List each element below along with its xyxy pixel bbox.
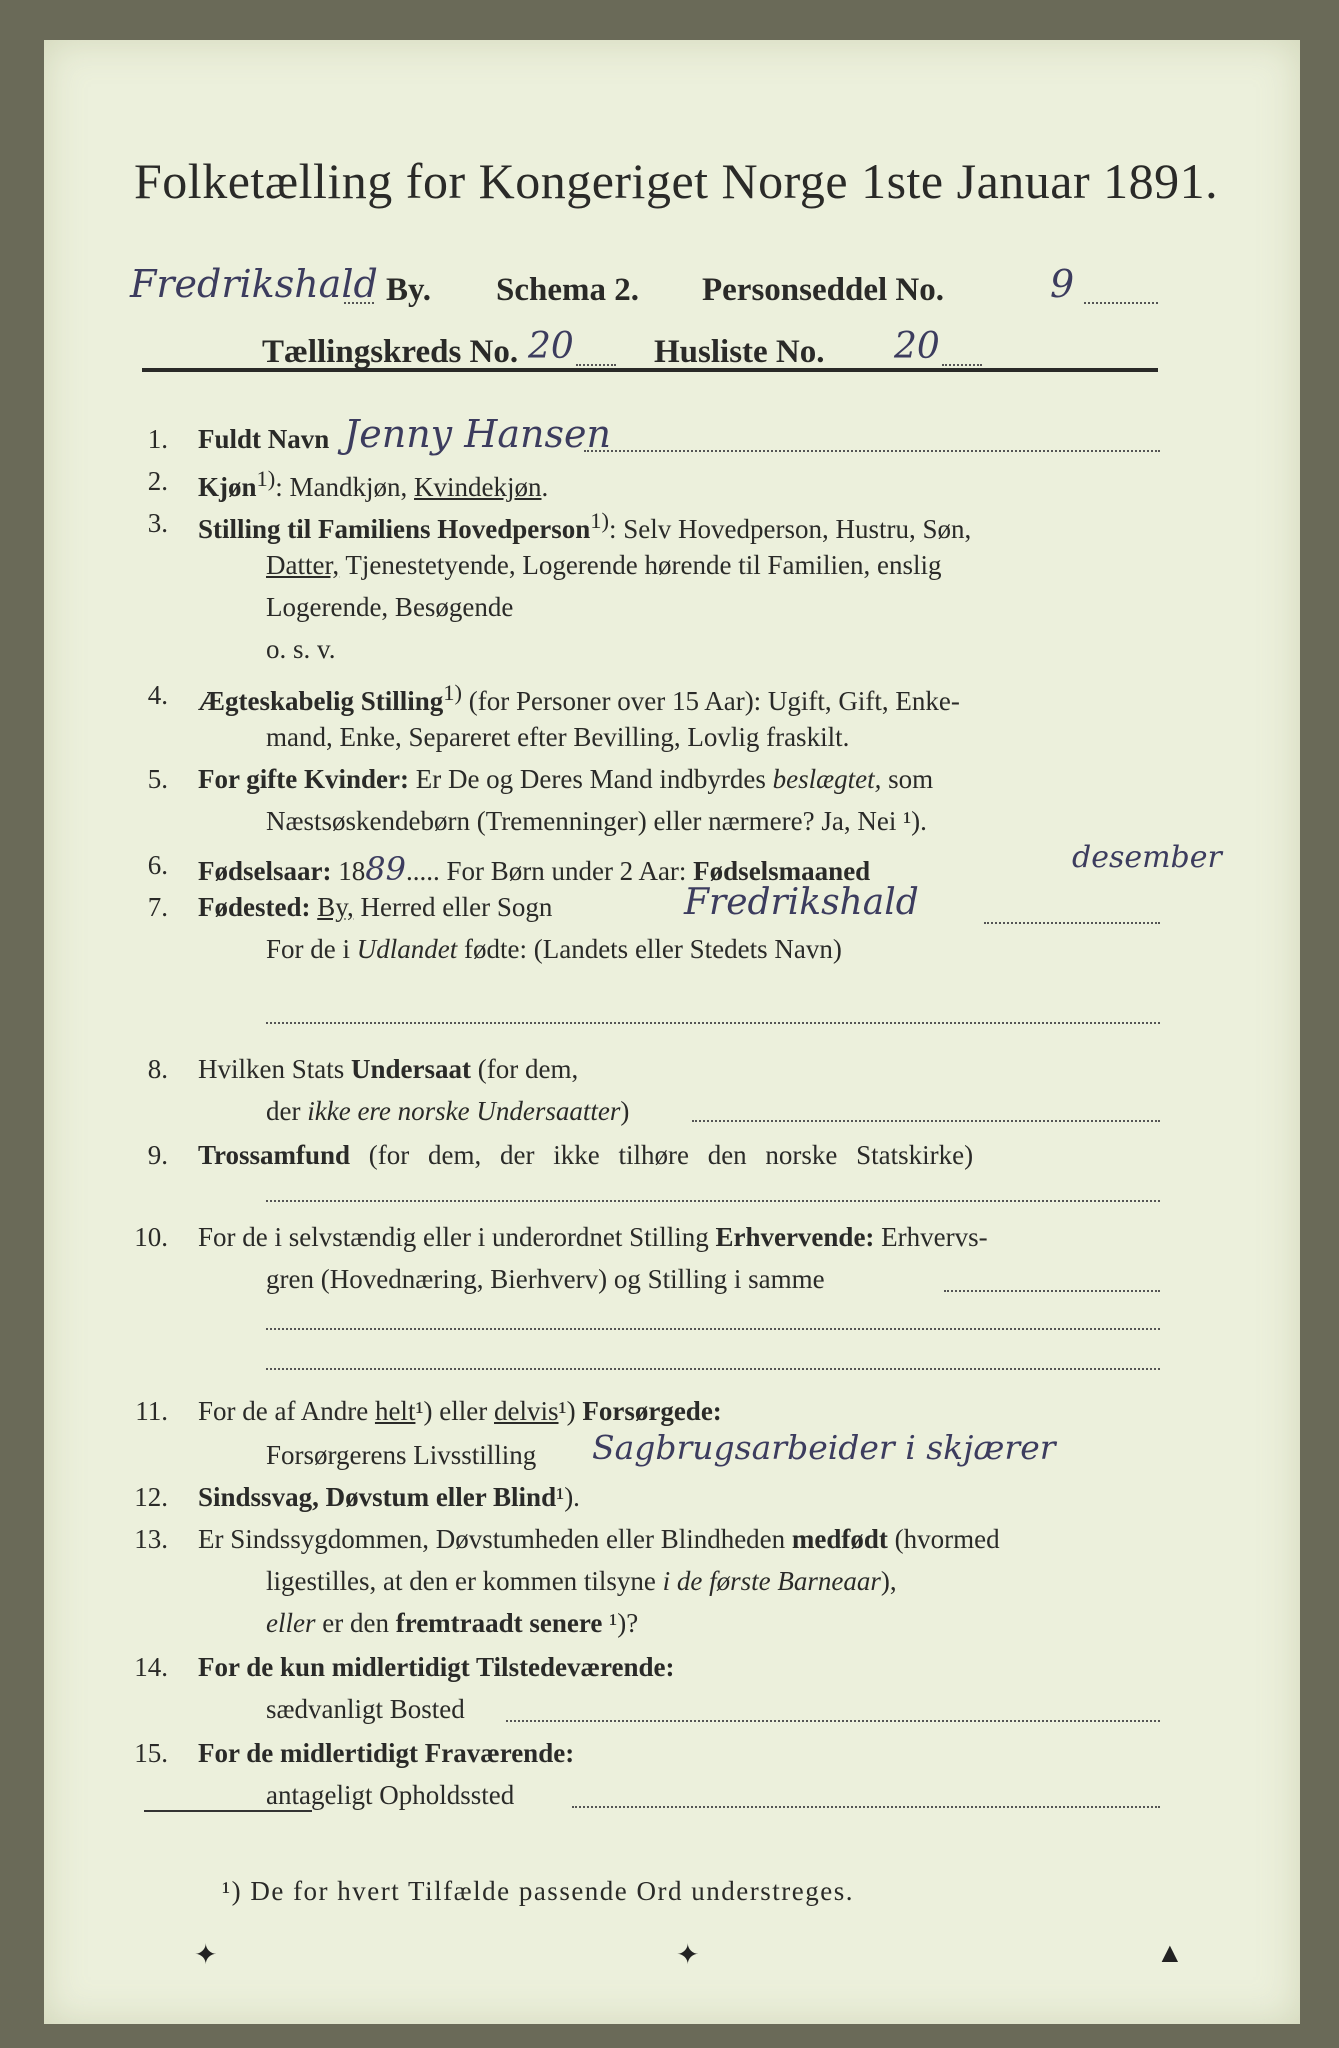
item-10-line-2: gren (Hovednæring, Bierhverv) og Stilling i samme (266, 1264, 825, 1294)
birth-month-value: desember (1072, 840, 1222, 875)
item-11-line-2: Forsørgerens Livsstilling (266, 1440, 537, 1470)
opholdssted-dotted-line (572, 1806, 1160, 1808)
footnote: ¹) De for hvert Tilfælde passende Ord understreges. (222, 1876, 854, 1906)
item-14-line-1: For de kun midlertidigt Tilstedeværende: (198, 1652, 675, 1682)
item-number: 11. (135, 1396, 168, 1426)
item-7-line-1: Fødested: By, Herred eller Sogn (198, 892, 553, 922)
item-13-line-2: ligestilles, at den er kommen tilsyne i de første Barneaar), (266, 1566, 897, 1596)
item-2-text: Kjøn$^{1)}$: Mandkjøn, Kvindekjøn. (198, 466, 549, 502)
item-6-line: Fødselsaar: 1889..... For Børn under 2 Aar: Fødselsmaaned (198, 850, 871, 888)
trossamfund-dotted-line (266, 1200, 1160, 1202)
birth-year-value: 89 (365, 850, 406, 888)
census-form-sheet (44, 40, 1300, 2024)
husliste-value: 20 (894, 326, 940, 367)
kreds-dotted-line (576, 364, 616, 366)
item-3-line-1: Stilling til Familiens Hovedperson$^{1)}$: Selv Hovedperson, Hustru, Søn, (198, 508, 972, 544)
item-5-line-2: Næstsøskendebørn (Tremenninger) eller nærmere? Ja, Nei ¹). (266, 806, 927, 836)
personseddel-value: 9 (1050, 262, 1075, 306)
item-number: 9. (147, 1140, 168, 1170)
schema-label: Schema 2. (496, 272, 639, 308)
registration-mark-icon: ✦ (676, 1940, 700, 1971)
item-8-line-2: der ikke ere norske Undersaatter) (266, 1096, 630, 1126)
item-number: 4. (147, 680, 168, 710)
selected-option: By, (317, 892, 354, 922)
item-14-line-2: sædvanligt Bosted (266, 1694, 465, 1724)
foreign-birthplace-dotted-line (266, 1022, 1160, 1024)
by-dotted-line (344, 302, 374, 304)
kreds-label: Tællingskreds No. (262, 334, 519, 370)
registration-mark-icon: ▲ (1156, 1938, 1184, 1969)
selected-option: Kvindekjøn (414, 472, 542, 502)
item-4-line-2: mand, Enke, Separeret efter Bevilling, Lovlig fraskilt. (266, 722, 850, 752)
item-10-line-1: For de i selvstændig eller i underordnet Stilling Erhvervende: Erhvervs- (198, 1222, 988, 1252)
selected-option: Datter, (266, 550, 340, 580)
item-number: 15. (134, 1738, 168, 1768)
selected-option: delvis (494, 1396, 559, 1426)
birthplace-dotted-line (984, 922, 1160, 924)
item-label: Fuldt Navn (198, 424, 330, 454)
erhverv-dotted-line-1 (944, 1290, 1160, 1292)
item-13-line-1: Er Sindssygdommen, Døvstumheden eller Blindheden medfødt (hvormed (198, 1524, 1000, 1554)
item-8-line-1: Hvilken Stats Undersaat (for dem, (198, 1054, 579, 1084)
item-3-line-4: o. s. v. (266, 634, 336, 664)
item-number: 13. (134, 1524, 168, 1554)
kreds-value: 20 (528, 326, 574, 367)
personseddel-dotted-line (1084, 302, 1158, 304)
name-value: Jenny Hansen (344, 412, 611, 456)
item-15-line-1: For de midlertidigt Fraværende: (198, 1738, 575, 1768)
item-number: 2. (147, 466, 168, 496)
erhverv-dotted-line-3 (266, 1368, 1160, 1370)
item-3-line-3: Logerende, Besøgende (266, 592, 514, 622)
selected-option: helt (374, 1396, 416, 1426)
item-7-line-2: For de i Udlandet fødte: (Landets eller Stedets Navn) (266, 934, 842, 964)
form-title: Folketælling for Kongeriget Norge 1ste Januar 1891. (134, 153, 1219, 209)
personseddel-label: Personseddel No. (702, 272, 944, 308)
item-3-line-2: Datter, Tjenestetyende, Logerende hørende til Familien, enslig (266, 550, 942, 580)
registration-mark-icon: ✦ (194, 1940, 218, 1971)
item-number: 8. (147, 1054, 168, 1084)
item-number: 3. (147, 508, 168, 538)
erhverv-dotted-line-2 (266, 1328, 1160, 1330)
undersaat-dotted-line (692, 1120, 1160, 1122)
footnote-rule (144, 1810, 312, 1812)
item-5-line-1: For gifte Kvinder: Er De og Deres Mand indbyrdes beslægtet, som (198, 764, 934, 794)
name-dotted-line (584, 450, 1160, 452)
provider-occupation-value: Sagbrugsarbeider i skjærer (592, 1428, 1056, 1467)
item-11-line-1: For de af Andre helt¹) eller delvis¹) Forsørgede: (198, 1396, 722, 1426)
item-13-line-3: eller er den fremtraadt senere ¹)? (266, 1608, 639, 1638)
item-15-line-2: antageligt Opholdssted (266, 1780, 515, 1810)
item-number: 1. (147, 424, 168, 454)
husliste-label: Husliste No. (654, 334, 825, 370)
by-value: Fredrikshald (130, 262, 378, 306)
item-number: 6. (147, 850, 168, 880)
item-12-line: Sindssvag, Døvstum eller Blind¹). (198, 1482, 580, 1512)
item-number: 10. (134, 1222, 168, 1252)
husliste-dotted-line (942, 364, 982, 366)
item-number: 14. (134, 1652, 168, 1682)
item-number: 5. (147, 764, 168, 794)
bosted-dotted-line (506, 1720, 1160, 1722)
item-9-line: Trossamfund (for dem, der ikke tilhøre den norske Statskirke) (198, 1140, 974, 1170)
item-number: 12. (134, 1482, 168, 1512)
header-rule (142, 368, 1158, 372)
item-number: 7. (147, 892, 168, 922)
item-4-line-1: Ægteskabelig Stilling$^{1)}$ (for Personer over 15 Aar): Ugift, Gift, Enke- (198, 680, 960, 716)
by-label: By. (386, 272, 431, 308)
birthplace-value: Fredrikshald (684, 882, 919, 923)
